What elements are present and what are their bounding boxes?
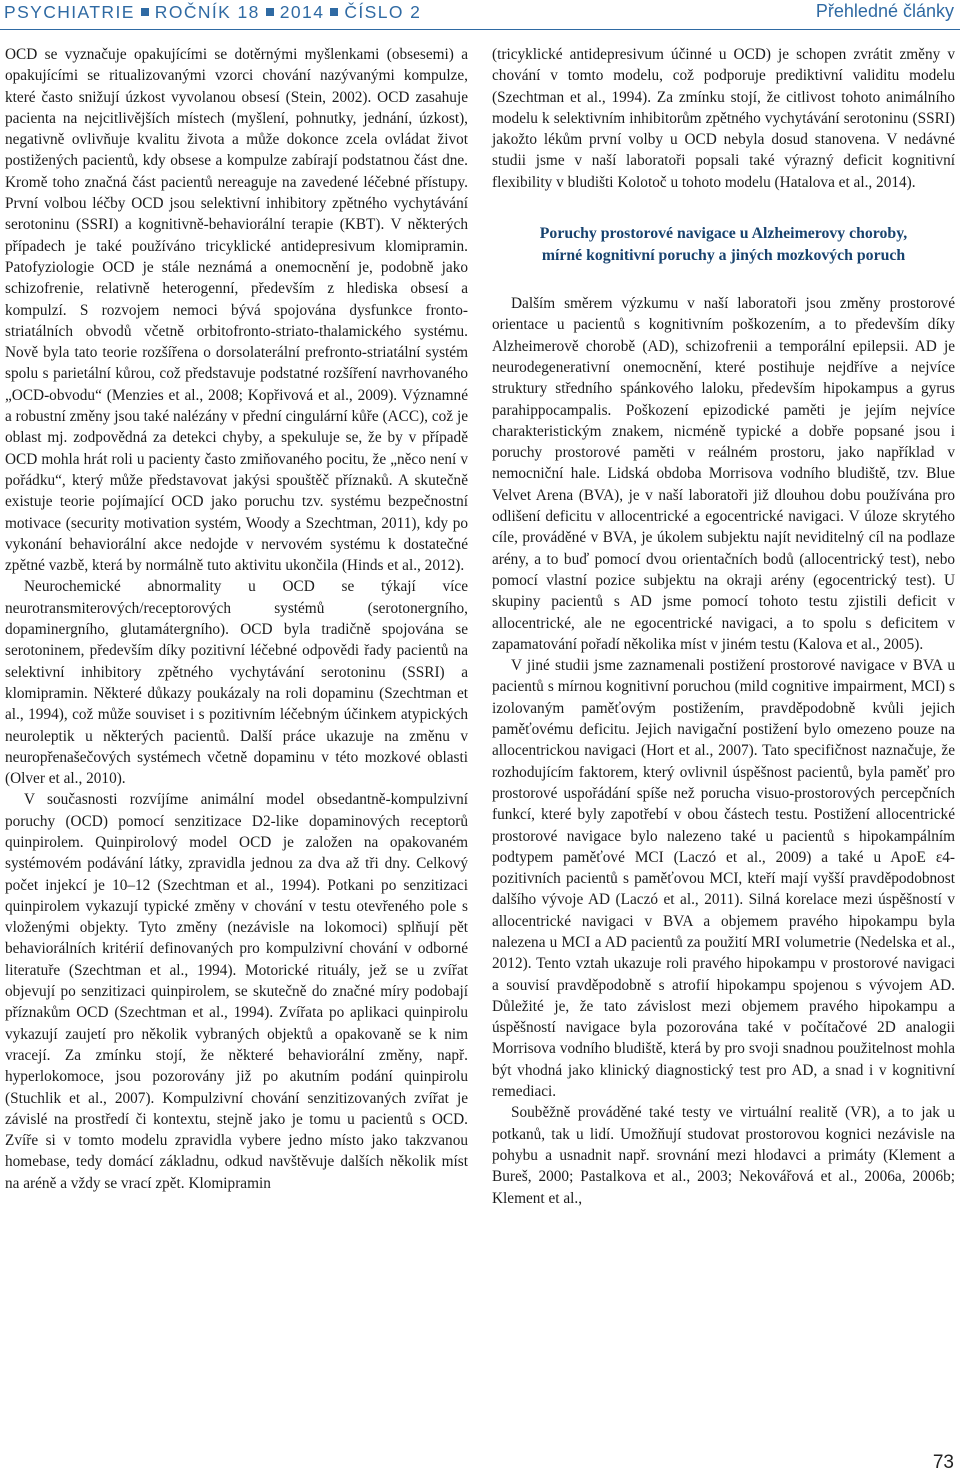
issue-label: ČÍSLO 2 — [344, 2, 422, 22]
paragraph: Dalším směrem výzkumu v naší laboratoři jsou změny prostorové orientace u pacientů s kognitivním poškozením, a to především díky Alzheimerově chorobě (AD), schizofrenii a temporální epilepsii. AD je neurodegenerativní onemocnění, které postihuje nejdříve a nejvíce struktury středního spánkového laloku, především hipokampus a gyrus parahippocampalis. Poškození epizodické paměti je jejím nejvíce charakteristickým znakem, nicméně typické a dobře popsané jsou i poruchy prostorové paměti v reálném prostoru, jako například v nemocniční hale. Lidská obdoba Morrisova vodního bludiště, tzv. Blue Velvet Arena (BVA), je v naší laboratoři již dlouhou dobu používána pro odlišení deficitu v allocentrické a egocentrické navigaci. V úloze skrytého cíle, prováděné v BVA, je úkolem subjektu najít neviditelný cíl na podlaze arény, a to buď pomocí dvou orientačních bodů (allocentrický test), nebo pomocí vlastní pozice subjektu na okraji arény (egocentrický test). U skupiny pacientů s AD jsme pomocí tohoto testu zjistili deficit v allocentrické, ale ne egocentrické navigaci, a to spolu s deficitem v zapamatování pořadí několika míst v jiném testu (Kalova et al., 2005). — [492, 295, 955, 653]
journal-name: PSYCHIATRIE — [4, 2, 135, 22]
volume-label: ROČNÍK 18 — [154, 2, 260, 22]
right-column — [492, 44, 955, 1209]
paragraph: Neurochemické abnormality u OCD se týkají více neurotransmiterových/receptorových systémů (serotonergního, dopaminergního, glutamátergního). OCD byla tradičně spojována se serotoninem, především díky pozitivní léčebné odpovědi řady pacientů na selektivní inhibitory zpětného vychytávání serotoninu (SSRI) a klomipramin. Některé důkazy poukázaly na roli dopaminu (Szechtman et al., 1994), což může souviset i s pozitivním léčebným účinkem atypických neuroleptik u některých pacientů. Další práce ukazuje na změnu v neuropřenašečových systémech včetně dopaminu v této mozkové oblasti (Olver et al., 2010). — [5, 578, 468, 788]
section-heading-line: mírné kognitivní poruchy a jiných mozkových poruch — [541, 247, 906, 265]
paragraph: V současnosti rozvíjíme animální model obsedantně-kompulzivní poruchy (OCD) pomocí senzitizace D2-like dopaminových receptorů quinpirolem. Quinpirolový model OCD je založen na opakovaném systémovém podávání látky, zpravidla jednou za dva až tři dny. Celkový počet injekcí je 10–12 (Szechtman et al., 1994). Potkani po senzitizaci quinpirolem vykazují typické změny v chování v testu otevřeného pole s vloženými objekty. Tyto změny (nezávisle na lokomoci) splňují pět behaviorálních kritérií definovaných pro kompulzivní chování v odborné literatuře (Szechtman et al., 1994). Motorické rituály, jež se u zvířat objevují po senzitizaci quinpirolem, se skutečně do značné míry podobají příznakům OCD (Szechtman et al., 1994). Zvířata po aplikaci quinpirolu vykazují zaujetí pro několik vybraných objektů a opakovaně se k nim vracejí. Za zmínku stojí, že některé behaviorální změny, např. hyperlokomoce, jsou pozorovány již po akutním podání quinpirolu (Stuchlik et al., 2007). Kompulzivní chování senzitizovaných zvířat je závislé na prostředí či kontextu, stejně jako je tomu u pacientů s OCD. Zvíře si v tomto modelu zpravidla vybere jedno místo jako takzvanou homebase, tedy domácí základnu, odkud navštěvuje dalších několik míst na aréně a vždy se vrací zpět. Klomipramin — [5, 791, 468, 1192]
year-label: 2014 — [279, 2, 325, 22]
section-heading-line: Poruchy prostorové navigace u Alzheimerovy choroby, — [539, 225, 908, 243]
page-number: 73 — [932, 1452, 954, 1473]
paragraph: V jiné studii jsme zaznamenali postižení prostorové navigace v BVA u pacientů s mírnou kognitivní poruchou (mild cognitive impairment, MCI) s izolovaným paměťovým postižením, pravděpodobně kvůli jejich paměťovému deficitu. Jejich navigační postižení bylo omezeno pouze na allocentrickou navigaci (Hort et al., 2007). Tato specifičnost naznačuje, že rozhodujícím faktorem, který ovlivnil úspěšnost pacientů, byla paměť pro prostorové uspořádání spíše než porucha visuo-prostorových percepčních funkcí, které byly zapotřebí v obou částech testu. Postižení allocentrické prostorové navigace bylo nalezeno také u pacientů s hipokampálním podtypem paměťové MCI (Laczó et al., 2009) a také u ApoE ε4-pozitivních pacientů s paměťovou MCI, kteří mají vyšší pravděpodobnost dalšího vývoje AD (Laczó et al., 2011). Silná korelace mezi úspěšností v allocentrické navigaci v BVA a objemem pravého hipokampu byla nalezena u MCI a AD pacientů za použití MRI volumetrie (Nedelska et al., 2012). Tento vztah ukazuje roli pravého hipokampu v prostorové navigaci a souvisí pravděpodobně s atrofií hipokampu spojenou s vývojem AD. Důležité je, že tato závislost mezi objemem pravého hipokampu a úspěšností navigace byla pozorována také v počítačové 2D analogii Morrisova vodního bludiště, která by pro svoji snadnou použitelnost mohla být vhodná jako klinický diagnostický test pro AD, a snad i v kognitivní remediaci. — [492, 657, 955, 1101]
separator-square-icon — [266, 8, 274, 16]
separator-square-icon — [330, 8, 338, 16]
running-header — [0, 0, 960, 30]
section-heading — [492, 223, 955, 267]
journal-info — [4, 2, 421, 23]
paragraph: Souběžně prováděné také testy ve virtuální realitě (VR), a to jak u potkanů, tak u lidí. Umožňují studovat prostorovou kognici nezávisle na pohybu a usnadnit např. srovnání mezi hlodavci a primáty (Klement a Bureš, 2000; Pastalkova et al., 2003; Nekovářová et al., 2006a, 2006b; Klement et al., — [492, 1104, 955, 1207]
separator-square-icon — [141, 8, 149, 16]
paragraph: (tricyklické antidepresivum účinné u OCD) je schopen zvrátit změny v chování v tomto modelu, což podporuje prediktivní validitu modelu (Szechtman et al., 1994). Za zmínku stojí, že citlivost tohoto animálního modelu k selektivním inhibitorům zpětného vychytávání serotoninu (SSRI) jakožto lékům první volby u OCD nebyla dosud stanovena. V nedávné studii jsme v naší laboratoři popsali také výrazný deficit kognitivní flexibility v bludišti Kolotoč u tohoto modelu (Hatalova et al., 2014). — [492, 46, 955, 191]
left-column — [5, 44, 468, 1194]
paragraph: OCD se vyznačuje opakujícími se dotěrnými myšlenkami (obsesemi) a opakujícími se ritualizovanými vzorci chování nazývanými kompulze, které často snižují úzkost vyvolanou obsesí (Stein, 2002). OCD zasahuje pacienta na nejcitlivějších místech (myšlení, pohnutky, jednání, úzkost), negativně ovlivňuje kvalitu života a může dokonce zcela ovládat život postižených pacientů, kdy obsese a kompulze zabírají podstatnou část dne. Kromě toho značná část pacientů nereaguje na zavedené léčebné přístupy. První volbou léčby OCD jsou selektivní inhibitory zpětného vychytávání serotoninu (SSRI) a kognitivně-behaviorální terapie (KBT). V některých případech je také používáno tricyklické antidepresivum klomipramin. Patofyziologie OCD je stále neznámá a onemocnění je, podobně jako schizofrenie, relativně heterogenní, především z hlediska obsesí a kompulzí. S rozvojem nemoci bývá spojována dysfunkce fronto-striatálních obvodů včetně orbitofronto-striato-thalamického systému. Nově byla tato teorie rozšířena o dorsolaterální prefronto-striatální systém spolu s parietální kůrou, což představuje podstatné rozšíření navrhovaného „OCD-obvodu“ (Menzies et al., 2008; Kopřivová et al., 2009). Významné a robustní změny jsou také nalézány v přední cingulární kůře (ACC), což je oblast mj. zodpovědná za detekci chyby, a spekuluje se, že by v případě OCD mohla hrát roli u pacienty často zmiňovaného pocitu, že „něco není v pořádku“, který může představovat jakýsi spouštěč příznaků. A skutečně existuje teorie pojímající OCD jako poruchu tzv. systému bezpečnostní motivace (security motivation systém, Woody a Szechtman, 2011), kdy po vykonání behaviorální akce nedojde v nervovém systému k dostatečné zpětné vazbě, která by normálně tuto aktivitu ukončila (Hinds et al., 2012). — [5, 46, 468, 575]
section-name: Přehledné články — [815, 1, 954, 21]
